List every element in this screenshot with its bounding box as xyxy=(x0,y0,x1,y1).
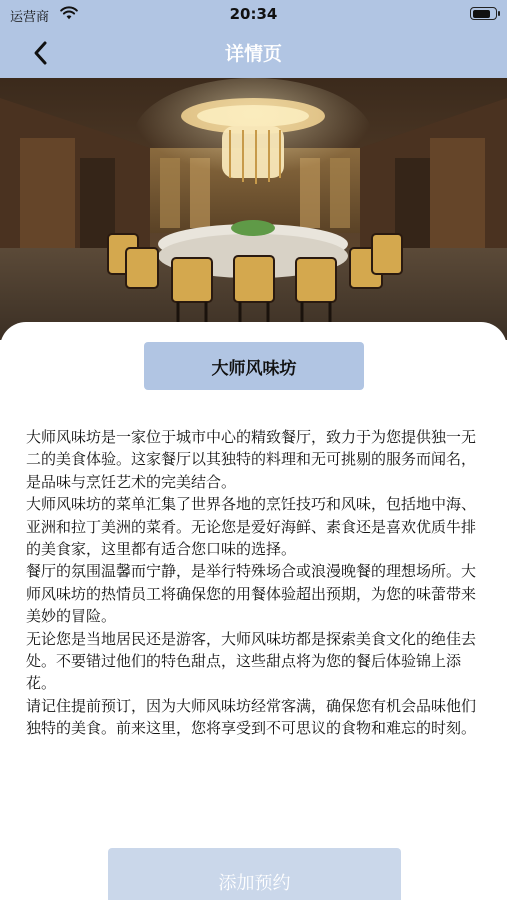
navigation-bar xyxy=(0,28,507,78)
description-paragraph: 请记住提前预订，因为大师风味坊经常客满，确保您有机会品味他们独特的美食。前来这里，您将享受到不可思议的食物和难忘的时刻。 xyxy=(26,696,477,738)
restaurant-name: 大师风味坊 xyxy=(144,342,364,390)
description-paragraph: 无论您是当地居民还是游客，大师风味坊都是探索美食文化的绝佳去处。不要错过他们的特色甜点，这些甜点将为您的餐后体验锦上添花。 xyxy=(26,629,477,693)
clock: 20:34 xyxy=(229,5,278,23)
description-paragraph: 大师风味坊的菜单汇集了世界各地的烹饪技巧和风味，包括地中海、亚洲和拉丁美洲的菜肴。无论您是爱好海鲜、素食还是喜欢优质牛排的美食家，这里都有适合您口味的选择。 xyxy=(26,495,477,559)
restaurant-photo xyxy=(0,78,507,340)
restaurant-description xyxy=(26,426,484,740)
description-paragraph: 餐厅的氛围温馨而宁静，是举行特殊场合或浪漫晚餐的理想场所。大师风味坊的热情员工将确保您的用餐体验超出预期，为您的味蕾带来美妙的冒险。 xyxy=(26,562,477,626)
carrier-label: 运营商 xyxy=(10,10,50,25)
status-bar xyxy=(0,0,507,28)
detail-card xyxy=(0,322,507,900)
page-title: 详情页 xyxy=(224,43,282,65)
description-paragraph: 大师风味坊是一家位于城市中心的精致餐厅，致力于为您提供独一无二的美食体验。这家餐厅以其独特的料理和无可挑剔的服务而闻名，是品味与烹饪艺术的完美结合。 xyxy=(26,428,477,491)
add-reservation-button[interactable]: 添加预约 xyxy=(108,848,401,900)
battery-icon xyxy=(470,7,497,20)
header-area xyxy=(0,0,507,78)
